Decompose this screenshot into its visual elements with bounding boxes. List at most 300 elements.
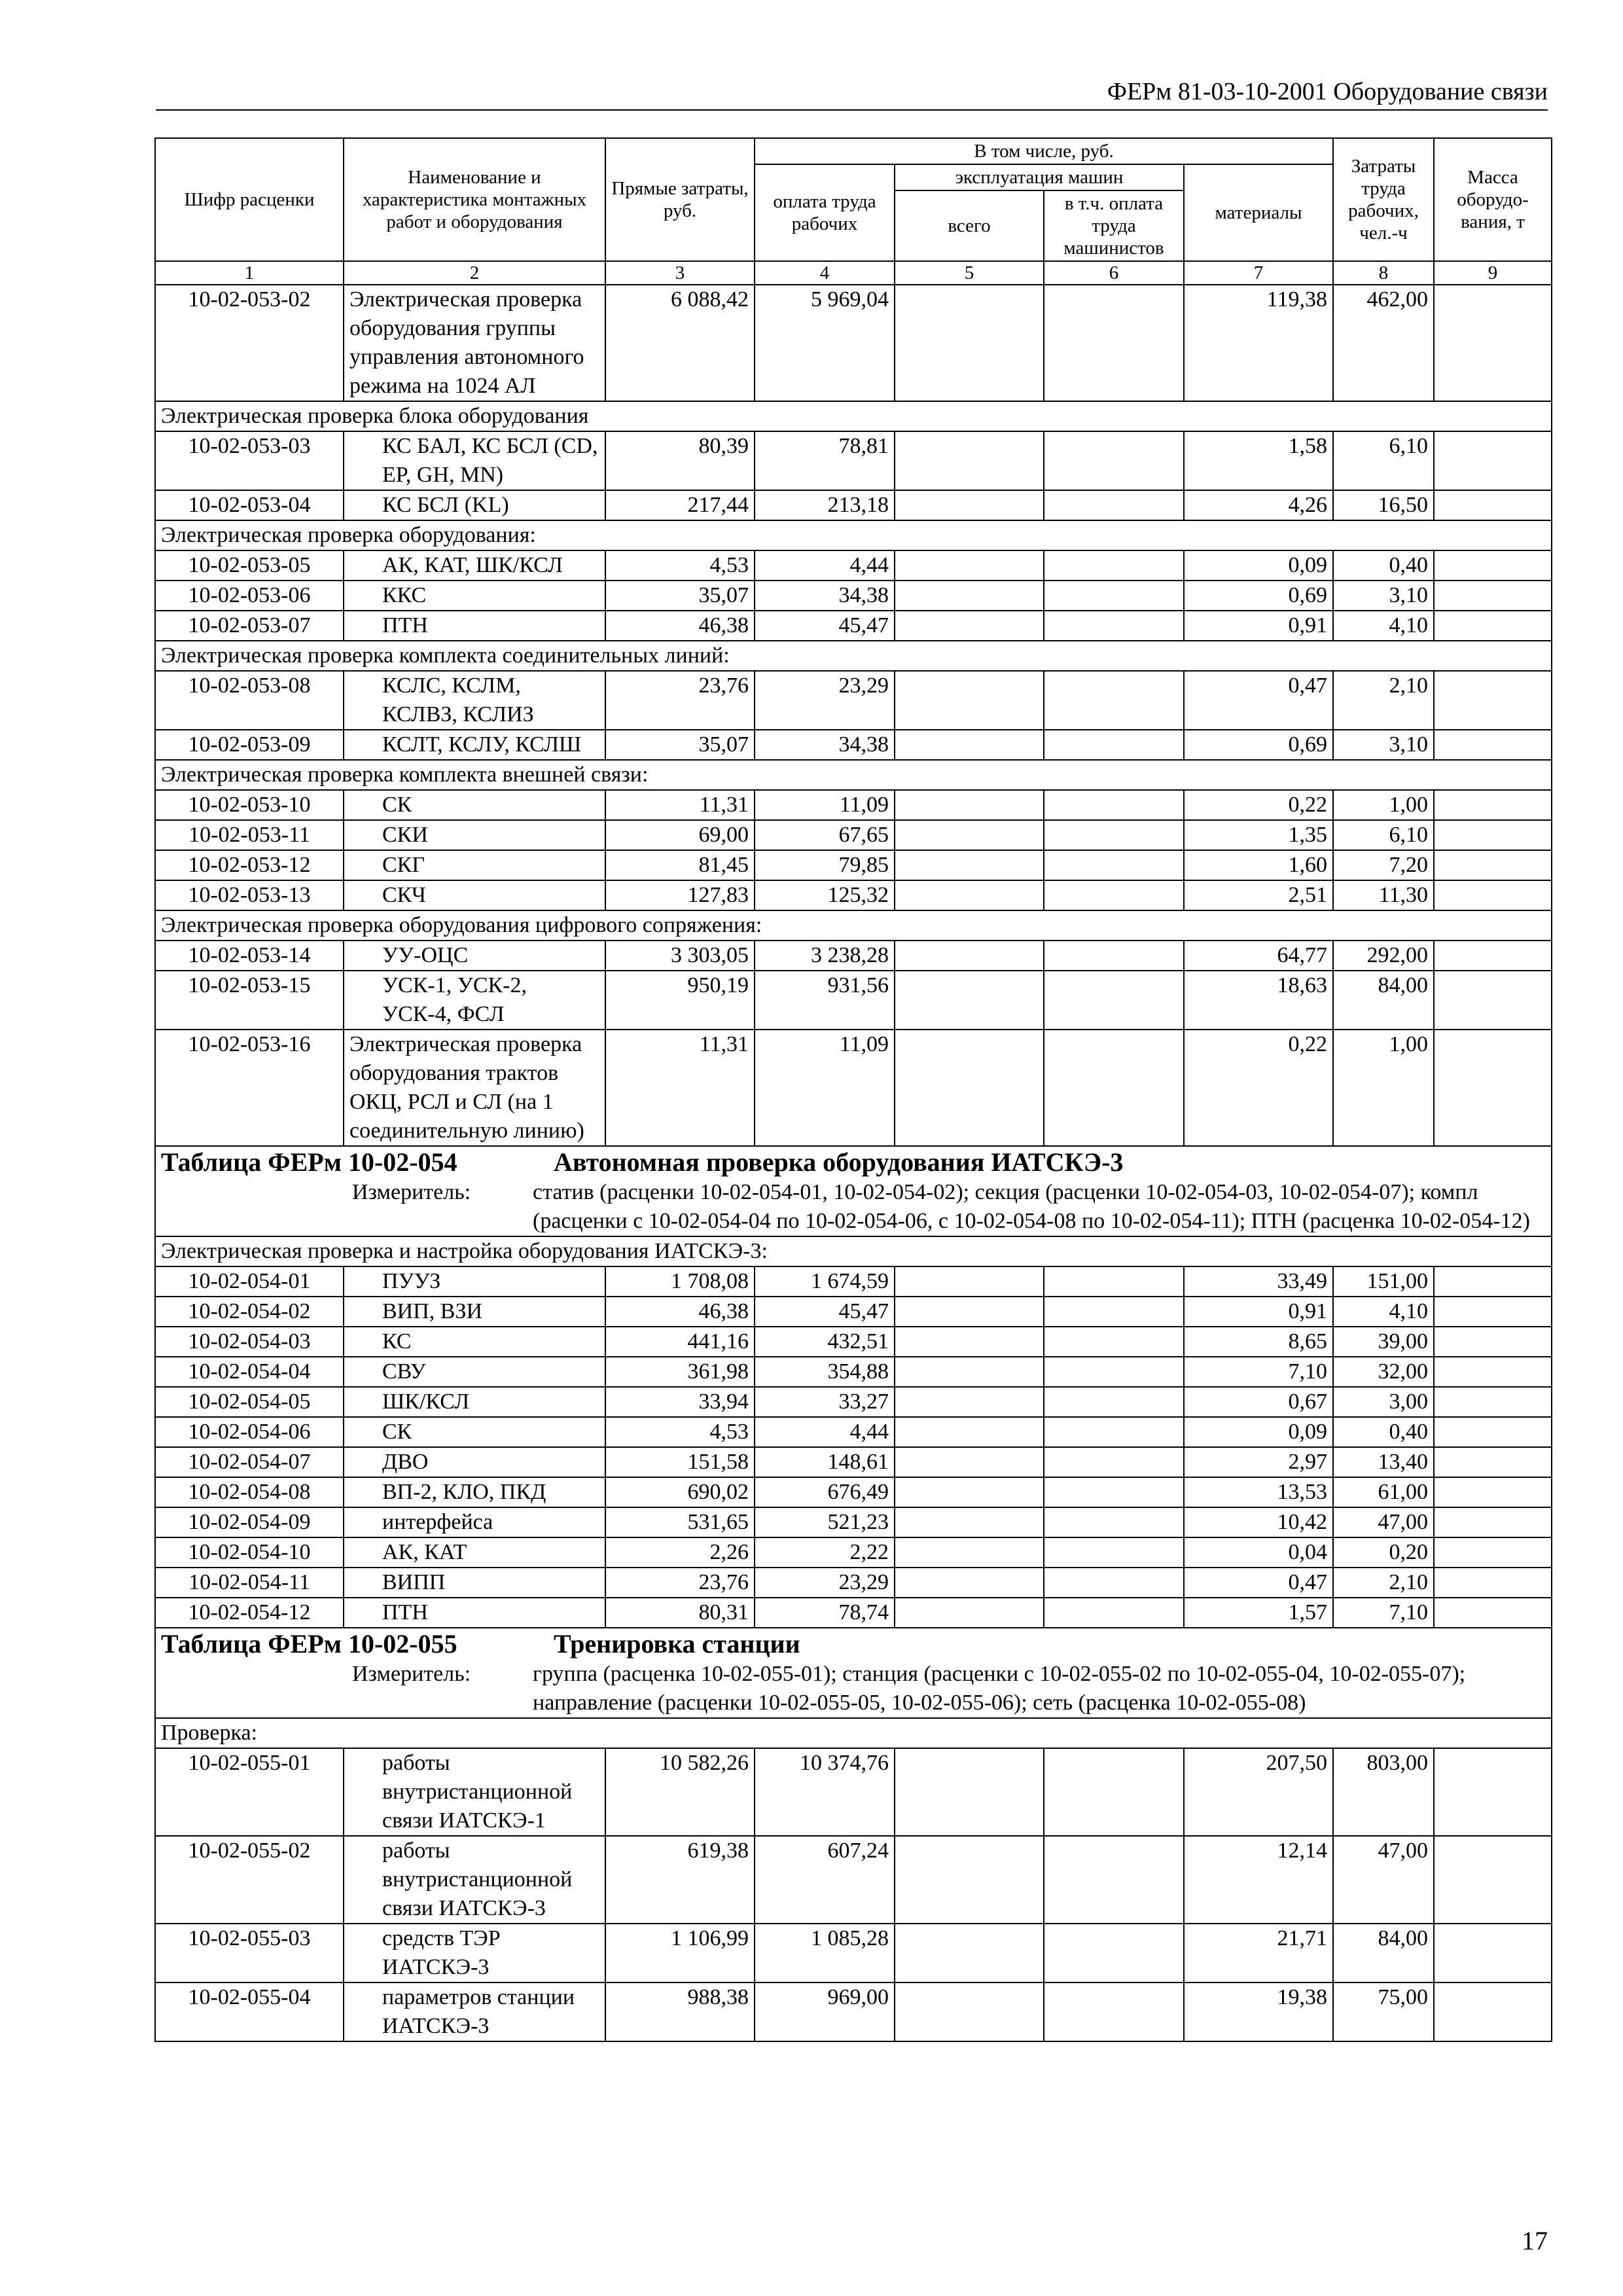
section-row [155,1718,1552,1748]
direct-costs: 23,76 [605,1568,755,1598]
equipment-mass [1434,941,1552,971]
labor-hours: 2,10 [1333,1568,1434,1598]
labor-wages: 11,09 [755,790,895,820]
work-name: ВИПП [344,1568,605,1598]
machines-total [895,671,1044,730]
machines-total [895,1507,1044,1537]
table-row [155,1417,1552,1447]
labor-wages: 23,29 [755,671,895,730]
table-row [155,1447,1552,1477]
labor-hours: 7,20 [1333,850,1434,880]
table-row [155,820,1552,850]
machines-total [895,730,1044,760]
rate-code: 10-02-055-01 [155,1748,344,1836]
work-name: КСЛС, КСЛМ, КСЛВЗ, КСЛИЗ [344,671,605,730]
labor-hours: 75,00 [1333,1982,1434,2041]
work-name: интерфейса [344,1507,605,1537]
machines-total [895,581,1044,611]
section-row [155,760,1552,790]
work-name: ПТН [344,1598,605,1628]
machinists-wages [1044,490,1184,520]
machines-total [895,971,1044,1030]
rate-code: 10-02-054-01 [155,1266,344,1297]
labor-hours: 1,00 [1333,790,1434,820]
measure-block [161,1660,1546,1717]
direct-costs: 23,76 [605,671,755,730]
machinists-wages [1044,671,1184,730]
table-row [155,581,1552,611]
labor-wages: 45,47 [755,1297,895,1327]
col-head-direct: Прямые затраты, руб. [605,138,755,261]
table-row [155,971,1552,1030]
table-row [155,1297,1552,1327]
machinists-wages [1044,941,1184,971]
materials-cost: 2,51 [1184,880,1333,910]
table-row [155,1327,1552,1357]
equipment-mass [1434,1477,1552,1507]
labor-hours: 16,50 [1333,490,1434,520]
rate-code: 10-02-055-04 [155,1982,344,2041]
work-name: СКИ [344,820,605,850]
labor-wages: 34,38 [755,581,895,611]
machinists-wages [1044,1030,1184,1146]
machines-total [895,1030,1044,1146]
labor-hours: 803,00 [1333,1748,1434,1836]
labor-hours: 32,00 [1333,1357,1434,1387]
materials-cost: 0,09 [1184,1417,1333,1447]
work-name: СКЧ [344,880,605,910]
labor-hours: 4,10 [1333,1297,1434,1327]
rate-code: 10-02-055-02 [155,1836,344,1924]
table-row [155,1982,1552,2041]
labor-wages: 3 238,28 [755,941,895,971]
equipment-mass [1434,1297,1552,1327]
labor-hours: 0,40 [1333,550,1434,581]
rate-code: 10-02-054-07 [155,1447,344,1477]
section-heading: Электрическая проверка блока оборудования [155,401,1552,431]
materials-cost: 1,60 [1184,850,1333,880]
work-name: Электрическая проверка оборудования группы управления автономного режима на 1024 АЛ [344,285,605,401]
equipment-mass [1434,850,1552,880]
work-name: КС [344,1327,605,1357]
machines-total [895,880,1044,910]
materials-cost: 0,04 [1184,1537,1333,1568]
equipment-mass [1434,1507,1552,1537]
work-name: ДВО [344,1447,605,1477]
column-number: 6 [1044,261,1184,285]
direct-costs: 33,94 [605,1387,755,1417]
table-row [155,1568,1552,1598]
column-number: 9 [1434,261,1552,285]
equipment-mass [1434,581,1552,611]
materials-cost: 0,69 [1184,730,1333,760]
direct-costs: 531,65 [605,1507,755,1537]
materials-cost: 0,22 [1184,1030,1333,1146]
direct-costs: 1 106,99 [605,1924,755,1982]
labor-hours: 4,10 [1333,611,1434,641]
direct-costs: 217,44 [605,490,755,520]
materials-cost: 0,67 [1184,1387,1333,1417]
labor-wages: 213,18 [755,490,895,520]
materials-cost: 0,47 [1184,671,1333,730]
equipment-mass [1434,1417,1552,1447]
direct-costs: 690,02 [605,1477,755,1507]
machines-total [895,790,1044,820]
machines-total [895,1447,1044,1477]
work-name: ПТН [344,611,605,641]
labor-hours: 84,00 [1333,971,1434,1030]
equipment-mass [1434,1982,1552,2041]
materials-cost: 10,42 [1184,1507,1333,1537]
work-name: КСЛТ, КСЛУ, КСЛШ [344,730,605,760]
labor-wages: 2,22 [755,1537,895,1568]
machines-total [895,1836,1044,1924]
labor-wages: 11,09 [755,1030,895,1146]
labor-hours: 292,00 [1333,941,1434,971]
work-name: ПУУЗ [344,1266,605,1297]
section-row [155,641,1552,671]
equipment-mass [1434,1748,1552,1836]
column-number: 5 [895,261,1044,285]
machines-total [895,611,1044,641]
table-number: Таблица ФЕРм 10-02-055 [161,1629,457,1659]
table-title [161,1147,1546,1178]
machinists-wages [1044,1357,1184,1387]
section-heading: Электрическая проверка и настройка оборудования ИАТСКЭ-3: [155,1236,1552,1266]
work-name: УСК-1, УСК-2, УСК-4, ФСЛ [344,971,605,1030]
table-row [155,1030,1552,1146]
work-name: АК, КАТ [344,1537,605,1568]
table-row [155,611,1552,641]
materials-cost: 1,57 [1184,1598,1333,1628]
machines-total [895,1568,1044,1598]
rate-code: 10-02-054-12 [155,1598,344,1628]
equipment-mass [1434,971,1552,1030]
machines-total [895,1297,1044,1327]
rate-code: 10-02-053-16 [155,1030,344,1146]
table-row [155,941,1552,971]
machinists-wages [1044,1387,1184,1417]
machines-total [895,1924,1044,1982]
measure-text: группа (расценка 10-02-055-01); станция (расценки с 10-02-055-02 по 10-02-055-04, 10-02-055-07); направление (расценки 10-02-055-05, 10-02-055-06); сеть (расценка 10-02-055-08) [533,1662,1466,1715]
header-row-1 [155,138,1552,164]
labor-hours: 47,00 [1333,1836,1434,1924]
direct-costs: 950,19 [605,971,755,1030]
labor-hours: 3,00 [1333,1387,1434,1417]
table-caption: Автономная проверка оборудования ИАТСКЭ-3 [554,1147,1124,1177]
machinists-wages [1044,285,1184,401]
section-heading: Электрическая проверка оборудования цифрового сопряжения: [155,910,1552,941]
materials-cost: 13,53 [1184,1477,1333,1507]
machinists-wages [1044,1477,1184,1507]
equipment-mass [1434,880,1552,910]
direct-costs: 35,07 [605,581,755,611]
machinists-wages [1044,431,1184,490]
materials-cost: 119,38 [1184,285,1333,401]
machines-total [895,431,1044,490]
labor-wages: 432,51 [755,1327,895,1357]
work-name: КС БСЛ (KL) [344,490,605,520]
section-heading: Электрическая проверка комплекта соединительных линий: [155,641,1552,671]
equipment-mass [1434,490,1552,520]
machines-total [895,1266,1044,1297]
direct-costs: 127,83 [605,880,755,910]
materials-cost: 8,65 [1184,1327,1333,1357]
table-row [155,1537,1552,1568]
direct-costs: 46,38 [605,1297,755,1327]
machines-total [895,285,1044,401]
labor-hours: 3,10 [1333,581,1434,611]
section-heading: Электрическая проверка комплекта внешней связи: [155,760,1552,790]
machinists-wages [1044,1447,1184,1477]
machines-total [895,1357,1044,1387]
labor-hours: 3,10 [1333,730,1434,760]
col-head-hours: Затраты труда рабочих, чел.-ч [1333,138,1434,261]
rate-code: 10-02-054-10 [155,1537,344,1568]
labor-hours: 2,10 [1333,671,1434,730]
direct-costs: 81,45 [605,850,755,880]
materials-cost: 2,97 [1184,1447,1333,1477]
section-row [155,1236,1552,1266]
col-head-name: Наименование и характеристика монтажных работ и оборудования [344,138,605,261]
machinists-wages [1044,730,1184,760]
direct-costs: 69,00 [605,820,755,850]
work-name: работы внутристанционной связи ИАТСКЭ-1 [344,1748,605,1836]
work-name: КС БАЛ, КС БСЛ (CD, EP, GH, MN) [344,431,605,490]
direct-costs: 11,31 [605,1030,755,1146]
rates-table-body [155,261,1552,2041]
work-name: параметров станции ИАТСКЭ-3 [344,1982,605,2041]
machinists-wages [1044,850,1184,880]
equipment-mass [1434,1357,1552,1387]
work-name: ВИП, ВЗИ [344,1297,605,1327]
col-head-mass: Масса оборудо-вания, т [1434,138,1552,261]
column-numbers-row [155,261,1552,285]
table-row [155,1357,1552,1387]
rate-code: 10-02-053-10 [155,790,344,820]
machinists-wages [1044,1748,1184,1836]
rate-code: 10-02-055-03 [155,1924,344,1982]
materials-cost: 64,77 [1184,941,1333,971]
machinists-wages [1044,1982,1184,2041]
direct-costs: 2,26 [605,1537,755,1568]
equipment-mass [1434,285,1552,401]
direct-costs: 4,53 [605,1417,755,1447]
direct-costs: 80,39 [605,431,755,490]
running-header-title: ФЕРм 81-03-10-2001 Оборудование связи [1107,78,1548,105]
machinists-wages [1044,1537,1184,1568]
machinists-wages [1044,1568,1184,1598]
direct-costs: 151,58 [605,1447,755,1477]
rate-code: 10-02-053-04 [155,490,344,520]
work-name: ШК/КСЛ [344,1387,605,1417]
labor-wages: 1 674,59 [755,1266,895,1297]
equipment-mass [1434,1387,1552,1417]
labor-wages: 931,56 [755,971,895,1030]
labor-wages: 45,47 [755,611,895,641]
equipment-mass [1434,1327,1552,1357]
labor-hours: 84,00 [1333,1924,1434,1982]
table-number: Таблица ФЕРм 10-02-054 [161,1147,457,1177]
work-name: работы внутристанционной связи ИАТСКЭ-3 [344,1836,605,1924]
materials-cost: 21,71 [1184,1924,1333,1982]
materials-cost: 18,63 [1184,971,1333,1030]
materials-cost: 0,91 [1184,1297,1333,1327]
rate-code: 10-02-053-11 [155,820,344,850]
table-row [155,285,1552,401]
direct-costs: 619,38 [605,1836,755,1924]
labor-hours: 0,20 [1333,1537,1434,1568]
table-row [155,1924,1552,1982]
table-row [155,1266,1552,1297]
column-number: 7 [1184,261,1333,285]
labor-hours: 39,00 [1333,1327,1434,1357]
rate-code: 10-02-053-13 [155,880,344,910]
machinists-wages [1044,1598,1184,1628]
direct-costs: 35,07 [605,730,755,760]
labor-hours: 151,00 [1333,1266,1434,1297]
labor-hours: 11,30 [1333,880,1434,910]
rate-code: 10-02-054-06 [155,1417,344,1447]
measure-label: Измеритель: [352,1662,471,1686]
labor-wages: 78,81 [755,431,895,490]
equipment-mass [1434,1568,1552,1598]
materials-cost: 207,50 [1184,1748,1333,1836]
column-number: 2 [344,261,605,285]
table-heading-cell [155,1628,1552,1718]
labor-wages: 5 969,04 [755,285,895,401]
rate-code: 10-02-053-02 [155,285,344,401]
work-name: ККС [344,581,605,611]
machinists-wages [1044,1266,1184,1297]
direct-costs: 361,98 [605,1357,755,1387]
table-row [155,1507,1552,1537]
labor-wages: 125,32 [755,880,895,910]
materials-cost: 0,09 [1184,550,1333,581]
labor-wages: 521,23 [755,1507,895,1537]
table-row [155,671,1552,730]
equipment-mass [1434,550,1552,581]
direct-costs: 988,38 [605,1982,755,2041]
equipment-mass [1434,1447,1552,1477]
col-head-code: Шифр расценки [155,138,344,261]
rate-code: 10-02-054-04 [155,1357,344,1387]
materials-cost: 33,49 [1184,1266,1333,1297]
col-head-total: всего [895,190,1044,261]
labor-wages: 23,29 [755,1568,895,1598]
direct-costs: 46,38 [605,611,755,641]
machinists-wages [1044,790,1184,820]
machinists-wages [1044,1836,1184,1924]
machinists-wages [1044,1417,1184,1447]
rate-code: 10-02-053-14 [155,941,344,971]
table-row [155,490,1552,520]
rate-code: 10-02-054-08 [155,1477,344,1507]
machines-total [895,941,1044,971]
labor-wages: 4,44 [755,550,895,581]
work-name: УУ-ОЦС [344,941,605,971]
table-row [155,431,1552,490]
work-name: средств ТЭР ИАТСКЭ-3 [344,1924,605,1982]
rate-code: 10-02-053-06 [155,581,344,611]
table-row [155,730,1552,760]
measure-block [161,1178,1546,1236]
rate-code: 10-02-054-05 [155,1387,344,1417]
direct-costs: 6 088,42 [605,285,755,401]
equipment-mass [1434,1266,1552,1297]
labor-wages: 148,61 [755,1447,895,1477]
rate-code: 10-02-053-15 [155,971,344,1030]
direct-costs: 10 582,26 [605,1748,755,1836]
machinists-wages [1044,1327,1184,1357]
labor-wages: 607,24 [755,1836,895,1924]
work-name: СК [344,1417,605,1447]
rates-table [154,137,1552,2042]
equipment-mass [1434,611,1552,641]
rate-code: 10-02-054-09 [155,1507,344,1537]
column-number: 1 [155,261,344,285]
machines-total [895,1477,1044,1507]
direct-costs: 4,53 [605,550,755,581]
labor-wages: 1 085,28 [755,1924,895,1982]
direct-costs: 441,16 [605,1327,755,1357]
table-title [161,1628,1546,1660]
machinists-wages [1044,550,1184,581]
machines-total [895,1327,1044,1357]
machinists-wages [1044,581,1184,611]
column-number: 8 [1333,261,1434,285]
col-head-machines: эксплуатация машин [895,164,1184,190]
col-head-materials: материалы [1184,164,1333,261]
labor-wages: 10 374,76 [755,1748,895,1836]
materials-cost: 4,26 [1184,490,1333,520]
equipment-mass [1434,1598,1552,1628]
materials-cost: 1,35 [1184,820,1333,850]
machinists-wages [1044,820,1184,850]
materials-cost: 0,22 [1184,790,1333,820]
direct-costs: 1 708,08 [605,1266,755,1297]
col-head-labor: оплата труда рабочих [755,164,895,261]
direct-costs: 11,31 [605,790,755,820]
machines-total [895,1982,1044,2041]
work-name: СК [344,790,605,820]
materials-cost: 12,14 [1184,1836,1333,1924]
section-row [155,910,1552,941]
section-row [155,520,1552,550]
machines-total [895,850,1044,880]
measure-label: Измеритель: [352,1180,471,1204]
rate-code: 10-02-054-02 [155,1297,344,1327]
machines-total [895,1748,1044,1836]
table-row [155,850,1552,880]
labor-wages: 676,49 [755,1477,895,1507]
rate-code: 10-02-053-08 [155,671,344,730]
materials-cost: 19,38 [1184,1982,1333,2041]
materials-cost: 0,91 [1184,611,1333,641]
labor-wages: 79,85 [755,850,895,880]
work-name: Электрическая проверка оборудования трактов ОКЦ, РСЛ и СЛ (на 1 соединительную линию) [344,1030,605,1146]
work-name: ВП-2, КЛО, ПКД [344,1477,605,1507]
rate-code: 10-02-054-11 [155,1568,344,1598]
labor-hours: 462,00 [1333,285,1434,401]
table-heading-cell [155,1146,1552,1236]
materials-cost: 0,69 [1184,581,1333,611]
labor-wages: 67,65 [755,820,895,850]
labor-hours: 13,40 [1333,1447,1434,1477]
rate-code: 10-02-053-09 [155,730,344,760]
table-heading-row [155,1146,1552,1236]
machines-total [895,1537,1044,1568]
